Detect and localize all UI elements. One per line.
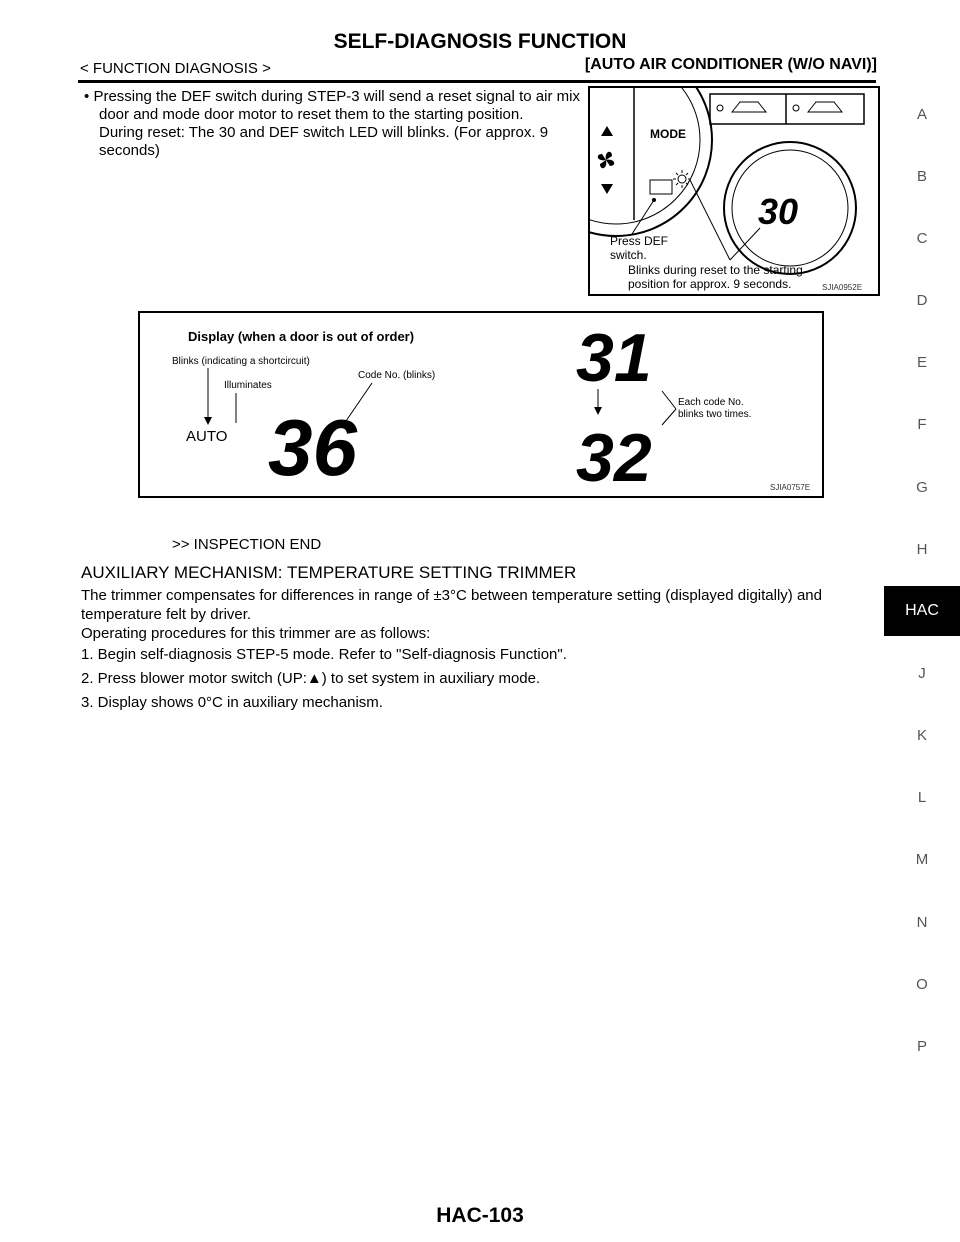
aux-step-1: 1. Begin self-diagnosis STEP-5 mode. Refer to "Self-diagnosis Function". [81, 646, 567, 663]
header-rule [78, 80, 876, 83]
callout-press-def-2: switch. [610, 248, 647, 262]
aux-para2: Operating procedures for this trimmer are as follows: [81, 625, 431, 642]
sidebar-index-o[interactable]: O [916, 976, 928, 993]
sidebar-index-j[interactable]: J [918, 665, 926, 682]
sidebar-index-a[interactable]: A [916, 106, 927, 123]
sidebar-index-b[interactable]: B [916, 168, 927, 185]
sidebar-index-hac-active[interactable]: HAC [884, 586, 960, 636]
callout-press-def-1: Press DEF [610, 234, 669, 248]
door-error-svg [140, 313, 822, 496]
callout-blinks-2: position for approx. 9 seconds. [628, 277, 792, 291]
aux-step-3: 3. Display shows 0°C in auxiliary mechanism. [81, 694, 383, 711]
aux-heading: AUXILIARY MECHANISM: TEMPERATURE SETTING TRIMMER [81, 563, 577, 582]
recirc-led-icon [717, 105, 723, 111]
sidebar-index-k[interactable]: K [916, 727, 927, 744]
fresh-led-icon [793, 105, 799, 111]
aux-paragraph [81, 586, 879, 643]
recirc-button-panel [710, 94, 864, 124]
door-error-figure [138, 311, 824, 498]
arrow-31-to-32 [594, 407, 602, 415]
figure2-heading: Display (when a door is out of order) [188, 329, 415, 344]
page-title: SELF-DIAGNOSIS FUNCTION [333, 30, 627, 53]
code-32: 32 [576, 420, 652, 496]
led-sun-icon [673, 170, 691, 188]
recirc-car-icon [732, 102, 766, 112]
reset-bullet-line2: During reset: The 30 and DEF switch LED will blinks. (For approx. 9 seconds) [99, 124, 549, 159]
fan-icon [598, 152, 614, 168]
control-panel-svg [590, 88, 878, 294]
def-button-icon [650, 180, 672, 194]
sidebar-index-m[interactable]: M [915, 851, 929, 868]
page-number: HAC-103 [436, 1204, 524, 1227]
auto-label: AUTO [186, 428, 228, 445]
sidebar-index-h[interactable]: H [916, 541, 928, 558]
category-label: [AUTO AIR CONDITIONER (W/O NAVI)] [584, 56, 877, 73]
sidebar-index-f[interactable]: F [917, 416, 927, 433]
each-code-label-1: Each code No. [678, 397, 744, 408]
sidebar-index-l[interactable]: L [917, 789, 927, 806]
aux-para1: The trimmer compensates for differences in range of ±3°C between temperature setting (displayed digitally) and temperature felt by driver. [81, 587, 822, 623]
blinks-label: Blinks (indicating a shortcircuit) [172, 356, 310, 367]
control-panel-figure [588, 86, 880, 296]
inspection-end: >> INSPECTION END [172, 536, 322, 553]
sidebar-index-e[interactable]: E [916, 354, 927, 371]
sidebar-index-n[interactable]: N [916, 914, 928, 931]
callout-blinks-1: Blinks during reset to the starting [628, 263, 803, 277]
arrow-to-auto [204, 417, 212, 425]
up-arrow-icon [601, 126, 613, 136]
code-31: 31 [576, 320, 652, 396]
display-30: 30 [758, 191, 799, 232]
figure1-ref-code: SJIA0952E [822, 283, 863, 292]
code-no-label: Code No. (blinks) [358, 370, 436, 381]
sidebar-index-d[interactable]: D [916, 292, 928, 309]
sidebar-index-g[interactable]: G [916, 479, 928, 496]
each-code-label-2: blinks two times. [678, 409, 752, 420]
reset-bullet [84, 88, 580, 160]
down-arrow-icon [601, 184, 613, 194]
figure2-ref-code: SJIA0757E [770, 483, 811, 492]
fresh-car-icon [808, 102, 842, 112]
code-36: 36 [268, 403, 357, 492]
illuminates-label: Illuminates [224, 380, 272, 391]
aux-step-2: 2. Press blower motor switch (UP:▲) to set system in auxiliary mode. [81, 670, 541, 687]
section-label: < FUNCTION DIAGNOSIS > [80, 60, 271, 77]
sidebar-index-p[interactable]: P [916, 1038, 927, 1055]
reset-bullet-line1: • Pressing the DEF switch during STEP-3 will send a reset signal to air mix door and mode door motor to reset them to the starting position. [84, 88, 580, 123]
sidebar-index-c[interactable]: C [916, 230, 928, 247]
mode-label: MODE [650, 127, 686, 141]
